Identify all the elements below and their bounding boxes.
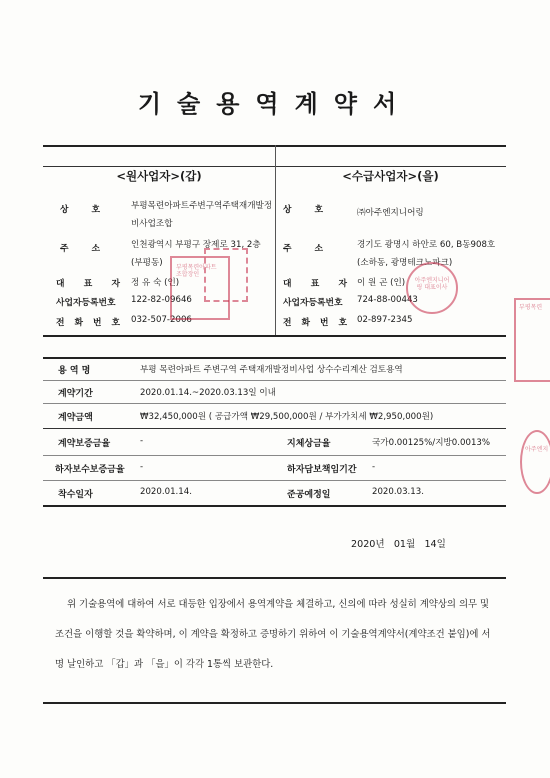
start-date-label: 착수일자 xyxy=(58,490,93,500)
contractor-regno-label: 사업자등록번호 xyxy=(283,298,343,308)
margin-seal-top xyxy=(514,298,550,382)
contractor-seal-text: 아주엔지니어링 대표이사 xyxy=(414,277,450,291)
contractor-rep-label: 대 표 자 xyxy=(283,279,347,289)
detail-row-line-4 xyxy=(43,455,506,456)
period-value: 2020.01.14.~2020.03.13일 이내 xyxy=(140,388,276,398)
contractor-seal-stamp xyxy=(406,262,458,314)
party-bottom-border xyxy=(43,335,506,337)
client-phone-value: 032-507-2006 xyxy=(131,315,192,325)
contractor-address-value: 경기도 광명시 하안로 60, B동908호(소하동, 광명테크노파크) xyxy=(357,240,496,268)
client-rep-value: 정 유 숙 (인) xyxy=(131,278,180,288)
client-name-label: 상 호 xyxy=(60,205,100,215)
statement-top-border xyxy=(43,577,506,579)
end-date-value: 2020.03.13. xyxy=(372,487,424,497)
warranty-period-label: 하자담보책임기간 xyxy=(287,465,357,475)
detail-row-line-3 xyxy=(43,428,506,429)
client-address-label: 주 소 xyxy=(60,244,100,254)
statement-bottom-border xyxy=(43,702,506,704)
signed-date: 2020년 01월 14일 xyxy=(351,539,446,550)
detail-top-border xyxy=(43,357,506,359)
delay-value: 국가0.00125%/지방0.0013% xyxy=(372,438,491,448)
service-name-value: 부평 목련아파트 주변구역 주택재개발정비사업 상수수리계산 검토용역 xyxy=(140,365,403,375)
amount-label: 계약금액 xyxy=(58,413,93,423)
detail-row-line-1 xyxy=(43,380,506,381)
service-name-label: 용 역 명 xyxy=(58,366,91,376)
end-date-label: 준공예정일 xyxy=(287,490,331,500)
delay-label: 지체상금율 xyxy=(287,439,331,449)
warranty-label: 하자보수보증금율 xyxy=(55,465,125,475)
client-heading: <원사업자>(갑) xyxy=(116,169,202,183)
contractor-rep-value: 이 원 곤 (인) xyxy=(357,278,406,288)
period-label: 계약기간 xyxy=(58,389,93,399)
contractor-name-label: 상 호 xyxy=(283,205,323,215)
deposit-label: 계약보증금율 xyxy=(58,439,111,449)
client-rep-label: 대 표 자 xyxy=(56,279,120,289)
warranty-value: - xyxy=(140,462,144,472)
contractor-address-label: 주 소 xyxy=(283,244,323,254)
client-name-value: 부평목련아파트주변구역주택재개발정비사업조합 xyxy=(131,201,273,229)
detail-bottom-border xyxy=(43,505,506,507)
client-seal-text: 부평목련아파트 조합장인 xyxy=(176,264,217,278)
warranty-period-value: - xyxy=(372,462,376,472)
detail-row-line-2 xyxy=(43,403,506,404)
statement-text: 위 기술용역에 대하여 서로 대등한 입장에서 용역계약을 체결하고, 신의에 따라 성실히 계약상의 의무 및 조건을 이행할 것을 확약하며, 이 계약을 확정하고 증명하기 위하여 이 기술용역계약서(계약조건 붙임)에 서명 날인하고 「갑」과 「을」이 각각 1통씩 보관한다. xyxy=(55,599,491,670)
client-regno-value: 122-82-09646 xyxy=(131,295,192,305)
margin-seal-bottom xyxy=(520,430,550,494)
document-title: 기술용역계약서 xyxy=(137,90,413,118)
contractor-heading: <수급사업자>(을) xyxy=(342,169,439,183)
client-address-value: 인천광역시 부평구 장제로 31, 2층(부평동) xyxy=(131,240,261,268)
detail-row-line-5 xyxy=(43,480,506,481)
client-phone-label: 전 화 번 호 xyxy=(56,318,120,328)
amount-value: ₩32,450,000원 ( 공급가액 ₩29,500,000원 / 부가가치세 ₩2,950,000원) xyxy=(140,412,434,422)
start-date-value: 2020.01.14. xyxy=(140,487,192,497)
contractor-phone-label: 전 화 번 호 xyxy=(283,318,347,328)
contractor-phone-value: 02-897-2345 xyxy=(357,315,413,325)
client-seal-overlay xyxy=(204,248,248,302)
margin-seal-top-text: 부평목련 xyxy=(519,304,543,311)
contractor-regno-value: 724-88-00443 xyxy=(357,295,418,305)
deposit-value: - xyxy=(140,436,144,446)
margin-seal-bottom-text: 아주엔지 xyxy=(525,446,549,453)
contractor-name-value: ㈜아주엔지니어링 xyxy=(357,208,424,218)
client-regno-label: 사업자등록번호 xyxy=(56,298,116,308)
